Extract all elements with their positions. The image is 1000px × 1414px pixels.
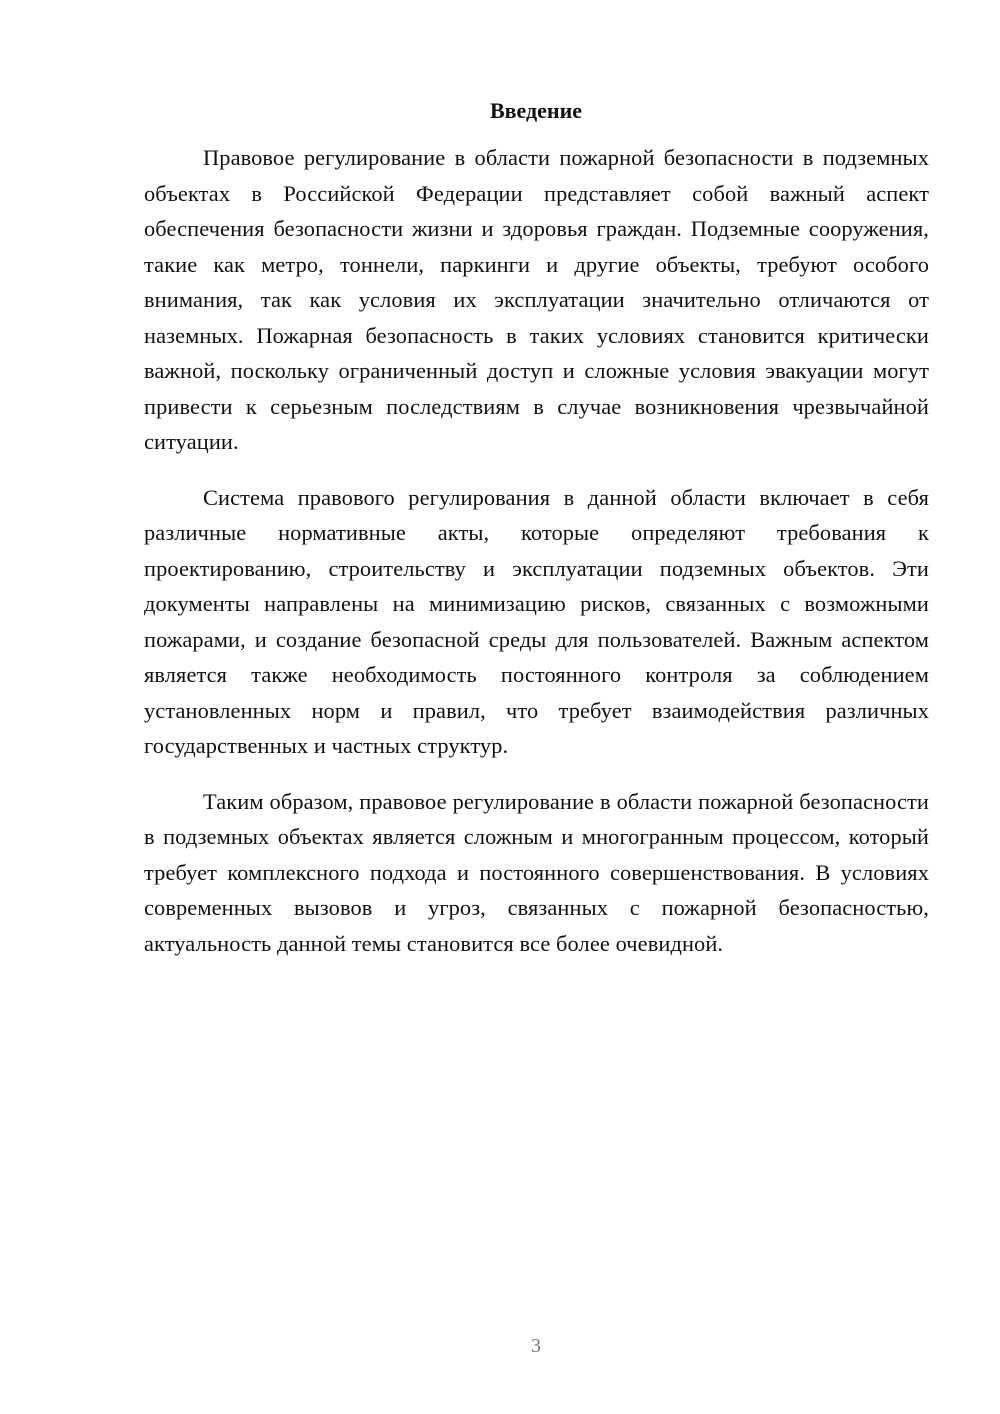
section-heading: Введение [489, 98, 583, 123]
paragraph-2: Система правового регулирования в данной области включает в себя различные нормативные акты, которые определяют требования к проектированию, строительству и эксплуатации подземных объектов. Эти документы направлены на минимизацию рисков, связанных с возможными пожарами, и создание безопасной среды для пользователей. Важным аспектом является также необходимость постоянного контроля за соблюдением установленных норм и правил, что требует взаимодействия различных государственных и частных структур. [144, 484, 929, 758]
body-text [144, 140, 929, 981]
paragraph-3: Таким образом, правовое регулирование в области пожарной безопасности в подземных объектах является сложным и многогранным процессом, который требует комплексного подхода и постоянного совершенствования. В условиях современных вызовов и угроз, связанных с пожарной безопасностью, актуальность данной темы становится все более очевидной. [144, 788, 929, 956]
page-number: 3 [531, 1335, 541, 1357]
paragraph-1: Правовое регулирование в области пожарной безопасности в подземных объектах в Российской Федерации представляет собой важный аспект обеспечения безопасности жизни и здоровья граждан. Подземные сооружения, такие как метро, тоннели, паркинги и другие объекты, требуют особого внимания, так как условия их эксплуатации значительно отличаются от наземных. Пожарная безопасность в таких условиях становится критически важной, поскольку ограниченный доступ и сложные условия эвакуации могут привести к серьезным последствиям в случае возникновения чрезвычайной ситуации. [144, 145, 929, 454]
